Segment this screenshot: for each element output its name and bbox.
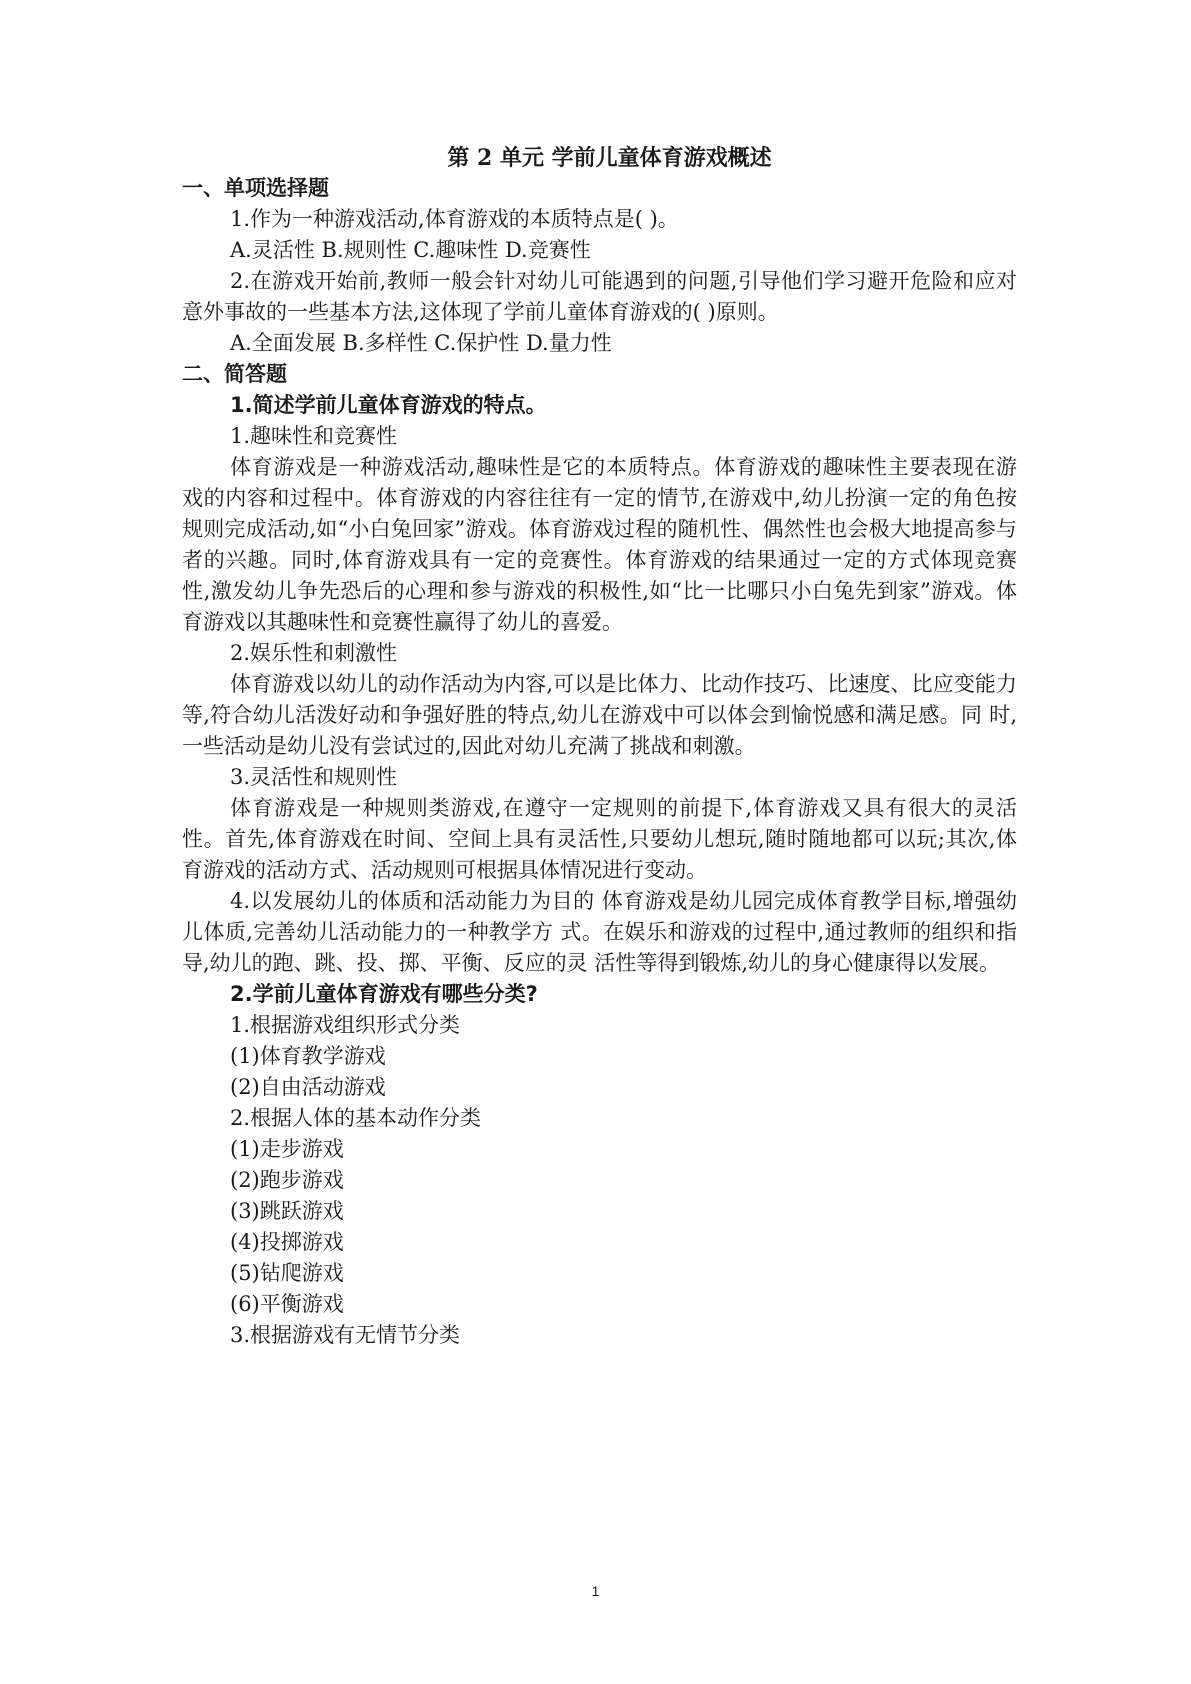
section-heading-choice: 一、单项选择题 bbox=[182, 176, 329, 200]
document-title: 第 2 单元 学前儿童体育游戏概述 bbox=[447, 145, 772, 171]
list-item: (3)跳跃游戏 bbox=[230, 1199, 344, 1223]
list-item: (6)平衡游戏 bbox=[230, 1292, 344, 1316]
short-answer-question-1: 1.简述学前儿童体育游戏的特点。 bbox=[230, 393, 547, 417]
list-item: (2)自由活动游戏 bbox=[230, 1075, 386, 1099]
choice-question-2-options: A.全面发展 B.多样性 C.保护性 D.量力性 bbox=[230, 331, 612, 355]
answer-paragraph: 体育游戏是一种游戏活动,趣味性是它的本质特点。体育游戏的趣味性主要表现在游 戏的内容和过程中。体育游戏的内容往往有一定的情节,在游戏中,幼儿扮演一定的角色按 规则完成活动,如“小白兔回家”游戏。体育游戏过程的随机性、偶然性也会极大地提高参与 者的兴趣。同时,体育游戏具有一定的竞赛性。体育游戏的结果通过一定的方式体现竞赛 性,激发幼儿争先恐后的心理和参与游戏的积极性,如“比一比哪只小白兔先到家”游戏。体 育游戏以其趣味性和竞赛性赢得了幼儿的喜爱。 bbox=[182, 455, 1017, 634]
list-item: (1)走步游戏 bbox=[230, 1137, 344, 1161]
page-content bbox=[182, 143, 1017, 1351]
list-item: 3.根据游戏有无情节分类 bbox=[230, 1323, 461, 1347]
choice-question-2: 2.在游戏开始前,教师一般会针对幼儿可能遇到的问题,引导他们学习避开危险和应对 意外事故的一些基本方法,这体现了学前儿童体育游戏的( )原则。 bbox=[182, 269, 1017, 324]
answer-point-title: 2.娱乐性和刺激性 bbox=[230, 641, 398, 665]
choice-question-1: 1.作为一种游戏活动,体育游戏的本质特点是( )。 bbox=[230, 207, 679, 231]
page-number: 1 bbox=[591, 1583, 600, 1599]
answer-point-title: 3.灵活性和规则性 bbox=[230, 765, 398, 789]
short-answer-question-2: 2.学前儿童体育游戏有哪些分类? bbox=[230, 982, 538, 1006]
answer-paragraph: 体育游戏以幼儿的动作活动为内容,可以是比体力、比动作技巧、比速度、比应变能力 等,符合幼儿活泼好动和争强好胜的特点,幼儿在游戏中可以体会到愉悦感和满足感。同 时,一些活动是幼儿没有尝试过的,因此对幼儿充满了挑战和刺激。 bbox=[182, 672, 1017, 758]
list-item: (4)投掷游戏 bbox=[230, 1230, 344, 1254]
list-item: 2.根据人体的基本动作分类 bbox=[230, 1106, 482, 1130]
answer-paragraph: 体育游戏是一种规则类游戏,在遵守一定规则的前提下,体育游戏又具有很大的灵活 性。首先,体育游戏在时间、空间上具有灵活性,只要幼儿想玩,随时随地都可以玩;其次,体 育游戏的活动方式、活动规则可根据具体情况进行变动。 bbox=[182, 796, 1017, 882]
answer-paragraph: 4.以发展幼儿的体质和活动能力为目的 体育游戏是幼儿园完成体育教学目标,增强幼儿体质,完善幼儿活动能力的一种教学方 式。在娱乐和游戏的过程中,通过教师的组织和指导,幼儿的跑、跳、投、掷、平衡、反应的灵 活性等得到锻炼,幼儿的身心健康得以发展。 bbox=[182, 889, 1017, 975]
list-item: 1.根据游戏组织形式分类 bbox=[230, 1013, 461, 1037]
choice-question-1-options: A.灵活性 B.规则性 C.趣味性 D.竞赛性 bbox=[230, 238, 591, 262]
answer-point-title: 1.趣味性和竞赛性 bbox=[230, 424, 398, 448]
list-item: (1)体育教学游戏 bbox=[230, 1044, 386, 1068]
list-item: (2)跑步游戏 bbox=[230, 1168, 344, 1192]
list-item: (5)钻爬游戏 bbox=[230, 1261, 344, 1285]
section-heading-short-answer: 二、简答题 bbox=[182, 362, 287, 386]
